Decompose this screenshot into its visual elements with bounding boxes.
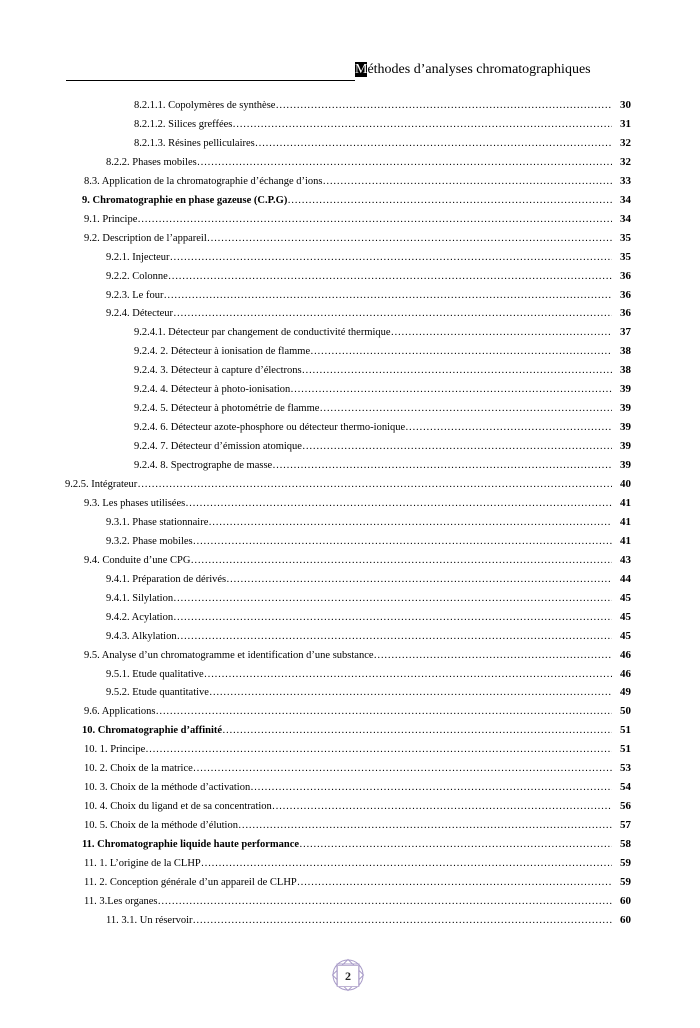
toc-entry-page: 45 — [620, 591, 631, 604]
toc-entry-page: 41 — [620, 515, 631, 528]
toc-entry-page: 41 — [620, 496, 631, 509]
toc-entry-page: 59 — [620, 857, 631, 869]
toc-entry — [106, 267, 631, 283]
toc-entry-label: 9.2.4. 3. Détecteur à capture d’électrons — [134, 365, 302, 377]
toc-dot-leader — [173, 611, 612, 624]
toc-entry-label: 9.4.3. Alkylation — [106, 630, 177, 642]
toc-entry-label: 8.2.1.1. Copolymères de synthèse — [134, 100, 276, 111]
toc-entry-label: 9.2.4. 8. Spectrographe de masse — [134, 460, 273, 472]
toc-entry-label: 9.5.1. Etude qualitative — [106, 668, 204, 680]
toc-entry-label: 9.2.4. Détecteur — [106, 308, 174, 320]
toc-dot-leader — [137, 213, 612, 226]
toc-entry-page: 54 — [620, 781, 631, 794]
toc-entry-label: 9.5.2. Etude quantitative — [106, 687, 209, 699]
toc-entry — [84, 759, 631, 775]
toc-entry-label: 11. Chromatographie liquide haute performance — [82, 839, 300, 851]
toc-entry-page: 60 — [620, 913, 631, 926]
toc-entry-label: 9.5. Analyse d’un chromatogramme et identification d’une substance — [84, 649, 374, 661]
toc-entry-page: 39 — [620, 440, 631, 453]
toc-entry — [106, 570, 631, 586]
toc-entry-label: 11. 3.Les organes — [84, 895, 158, 907]
toc-entry — [134, 380, 631, 396]
toc-entry-page: 44 — [620, 572, 631, 585]
toc-dot-leader — [250, 781, 612, 794]
toc-dot-leader — [190, 554, 612, 567]
page-number: 2 — [337, 965, 359, 987]
toc-dot-leader — [302, 364, 612, 377]
toc-entry-label: 9.2.2. Colonne — [106, 270, 168, 282]
toc-entry-label: 11. 2. Conception générale d’un appareil de CLHP — [84, 876, 297, 888]
toc-dot-leader — [193, 762, 612, 775]
toc-entry-label: 8.2.1.2. Silices greffées — [134, 118, 233, 130]
toc-entry — [84, 740, 631, 756]
toc-entry-label: 9.2.4. 5. Détecteur à photométrie de flamme — [134, 403, 320, 415]
toc-entry — [134, 361, 631, 377]
toc-entry — [84, 551, 631, 567]
toc-entry-page: 34 — [620, 212, 631, 225]
toc-entry-page: 59 — [620, 875, 631, 888]
toc-entry — [84, 873, 631, 889]
header-title-text: éthodes d’analyses chromatographiques — [367, 62, 591, 77]
toc-entry-page: 41 — [620, 534, 631, 547]
toc-entry — [106, 248, 631, 264]
toc-dot-leader — [302, 440, 612, 453]
toc-entry — [134, 342, 631, 358]
toc-entry-page: 51 — [620, 743, 631, 756]
toc-entry-page: 38 — [620, 345, 631, 358]
toc-entry — [84, 702, 631, 718]
toc-entry-label: 9.6. Applications — [84, 706, 156, 718]
toc-entry-label: 10. 4. Choix du ligand et de sa concentration — [84, 801, 272, 813]
toc-entry — [82, 835, 631, 851]
toc-dot-leader — [204, 668, 612, 681]
toc-entry-page: 40 — [620, 478, 631, 490]
toc-entry-label: 9.2.4.1. Détecteur par changement de conductivité thermique — [134, 327, 391, 339]
toc-entry-page: 39 — [620, 459, 631, 472]
toc-dot-leader — [177, 630, 612, 643]
toc-entry-page: 35 — [620, 250, 631, 263]
toc-entry — [82, 191, 631, 207]
toc-dot-leader — [287, 194, 612, 207]
toc-entry-page: 45 — [620, 629, 631, 642]
toc-entry-label: 9.4.2. Acylation — [106, 611, 174, 623]
toc-entry — [106, 911, 631, 927]
toc-entry-page: 32 — [620, 155, 631, 168]
toc-entry — [106, 286, 631, 302]
toc-entry-page: 35 — [620, 231, 631, 244]
toc-entry — [106, 665, 631, 681]
toc-entry-label: 9.3.1. Phase stationnaire — [106, 516, 209, 528]
toc-entry — [106, 532, 631, 548]
toc-dot-leader — [208, 516, 612, 529]
toc-entry — [65, 475, 631, 491]
toc-entry-label: 8.3. Application de la chromatographie d’échange d’ions — [84, 175, 323, 187]
toc-entry-label: 9.2.4. 4. Détecteur à photo-ionisation — [134, 384, 291, 396]
toc-entry-label: 8.2.2. Phases mobiles — [106, 156, 197, 168]
toc-entry-page: 34 — [620, 193, 631, 206]
toc-entry — [134, 115, 631, 131]
toc-dot-leader — [299, 838, 612, 851]
toc-entry-label: 9.4.1. Silylation — [106, 592, 174, 604]
toc-entry-label: 9.4.1. Préparation de dérivés — [106, 573, 227, 585]
toc-entry-page: 58 — [620, 838, 631, 851]
toc-entry — [106, 608, 631, 624]
toc-entry-page: 46 — [620, 667, 631, 680]
toc-entry — [82, 721, 631, 737]
toc-entry-page: 46 — [620, 648, 631, 661]
toc-dot-leader — [193, 535, 612, 548]
toc-dot-leader — [201, 857, 612, 870]
toc-entry-label: 10. Chromatographie d’affinité — [82, 725, 223, 737]
toc-entry — [106, 513, 631, 529]
toc-dot-leader — [207, 232, 612, 245]
toc-entry-label: 9.3. Les phases utilisées — [84, 497, 186, 509]
header-title-initial: M — [355, 62, 368, 77]
toc-dot-leader — [173, 592, 612, 605]
toc-entry-page: 57 — [620, 819, 631, 832]
toc-entry — [134, 134, 631, 150]
toc-dot-leader — [145, 743, 612, 756]
toc-entry-page: 36 — [620, 269, 631, 282]
toc-entry-page: 30 — [620, 99, 631, 111]
toc-dot-leader — [137, 478, 612, 491]
toc-dot-leader — [197, 156, 612, 169]
toc-entry-page: 49 — [620, 686, 631, 699]
toc-entry-label: 9.3.2. Phase mobiles — [106, 535, 193, 547]
toc-entry-label: 9.2.1. Injecteur — [106, 251, 170, 263]
toc-dot-leader — [255, 137, 612, 150]
toc-entry-label: 9.2. Description de l’appareil — [84, 232, 207, 244]
toc-dot-leader — [275, 99, 612, 112]
toc-dot-leader — [310, 345, 612, 358]
toc-entry-label: 11. 3.1. Un réservoir — [106, 914, 193, 926]
toc-entry — [84, 816, 631, 832]
toc-dot-leader — [297, 876, 612, 889]
toc-entry — [84, 646, 631, 662]
toc-dot-leader — [158, 895, 613, 908]
toc-entry-page: 39 — [620, 383, 631, 396]
header-rule — [66, 80, 355, 81]
toc-entry — [134, 418, 631, 434]
toc-entry-page: 37 — [620, 326, 631, 339]
toc-entry — [84, 210, 631, 226]
toc-entry-label: 9. Chromatographie en phase gazeuse (C.P.G) — [82, 194, 288, 206]
toc-entry — [84, 494, 631, 510]
toc-dot-leader — [391, 326, 612, 339]
toc-entry — [134, 456, 631, 472]
toc-dot-leader — [290, 383, 612, 396]
toc-entry-label: 10. 5. Choix de la méthode d’élution — [84, 820, 238, 832]
toc-entry — [84, 778, 631, 794]
page-header-title — [355, 62, 591, 78]
toc-dot-leader — [173, 307, 612, 320]
toc-entry — [106, 153, 631, 169]
toc-dot-leader — [405, 421, 612, 434]
toc-dot-leader — [238, 819, 612, 832]
toc-entry-page: 31 — [620, 117, 631, 130]
toc-entry-page: 56 — [620, 800, 631, 813]
toc-entry — [106, 304, 631, 320]
toc-dot-leader — [272, 800, 612, 813]
toc-entry-page: 38 — [620, 364, 631, 377]
toc-entry-label: 10. 1. Principe — [84, 744, 146, 756]
toc-dot-leader — [226, 573, 612, 586]
toc-entry-page: 39 — [620, 402, 631, 415]
toc-dot-leader — [319, 402, 612, 415]
toc-entry — [134, 399, 631, 415]
toc-entry-label: 11. 1. L’origine de la CLHP — [84, 858, 201, 869]
toc-entry-page: 36 — [620, 307, 631, 320]
toc-entry-page: 60 — [620, 894, 631, 907]
toc-entry-label: 9.2.5. Intégrateur — [65, 479, 138, 490]
toc-entry-page: 39 — [620, 421, 631, 434]
toc-entry-page: 33 — [620, 174, 631, 187]
toc-entry-page: 43 — [620, 553, 631, 566]
toc-entry — [134, 323, 631, 339]
toc-entry — [84, 892, 631, 908]
toc-entry-label: 8.2.1.3. Résines pelliculaires — [134, 137, 255, 149]
toc-entry-page: 53 — [620, 762, 631, 775]
toc-entry-page: 51 — [620, 724, 631, 737]
toc-dot-leader — [185, 497, 612, 510]
toc-dot-leader — [155, 705, 612, 718]
toc-dot-leader — [323, 175, 612, 188]
toc-entry-label: 9.2.4. 6. Détecteur azote-phosphore ou détecteur thermo-ionique — [134, 422, 406, 434]
toc-dot-leader — [163, 289, 612, 302]
toc-dot-leader — [222, 724, 612, 737]
toc-dot-leader — [193, 914, 612, 927]
toc-entry-label: 9.2.3. Le four — [106, 289, 164, 301]
toc-entry-label: 9.2.4. 2. Détecteur à ionisation de flamme — [134, 346, 311, 358]
toc-entry-page: 36 — [620, 288, 631, 301]
toc-entry-label: 9.1. Principe — [84, 213, 138, 225]
toc-entry — [84, 854, 631, 870]
toc-entry — [84, 172, 631, 188]
toc-dot-leader — [272, 459, 612, 472]
toc-entry-page: 32 — [620, 136, 631, 149]
toc-entry — [84, 229, 631, 245]
toc-entry — [134, 96, 631, 112]
toc-entry — [106, 627, 631, 643]
toc-entry — [84, 797, 631, 813]
toc-entry-label: 10. 3. Choix de la méthode d’activation — [84, 782, 251, 794]
toc-entry-page: 45 — [620, 610, 631, 623]
toc-entry-label: 9.4. Conduite d’une CPG — [84, 554, 191, 566]
toc-entry-label: 9.2.4. 7. Détecteur d’émission atomique — [134, 441, 302, 453]
toc-dot-leader — [209, 686, 612, 699]
toc-dot-leader — [374, 649, 612, 662]
toc-entry-page: 50 — [620, 705, 631, 718]
toc-dot-leader — [168, 270, 612, 283]
toc-dot-leader — [232, 118, 612, 131]
toc-entry-label: 10. 2. Choix de la matrice — [84, 763, 193, 775]
toc-entry — [134, 437, 631, 453]
toc-entry — [106, 683, 631, 699]
toc-entry — [106, 589, 631, 605]
toc-dot-leader — [170, 251, 612, 264]
